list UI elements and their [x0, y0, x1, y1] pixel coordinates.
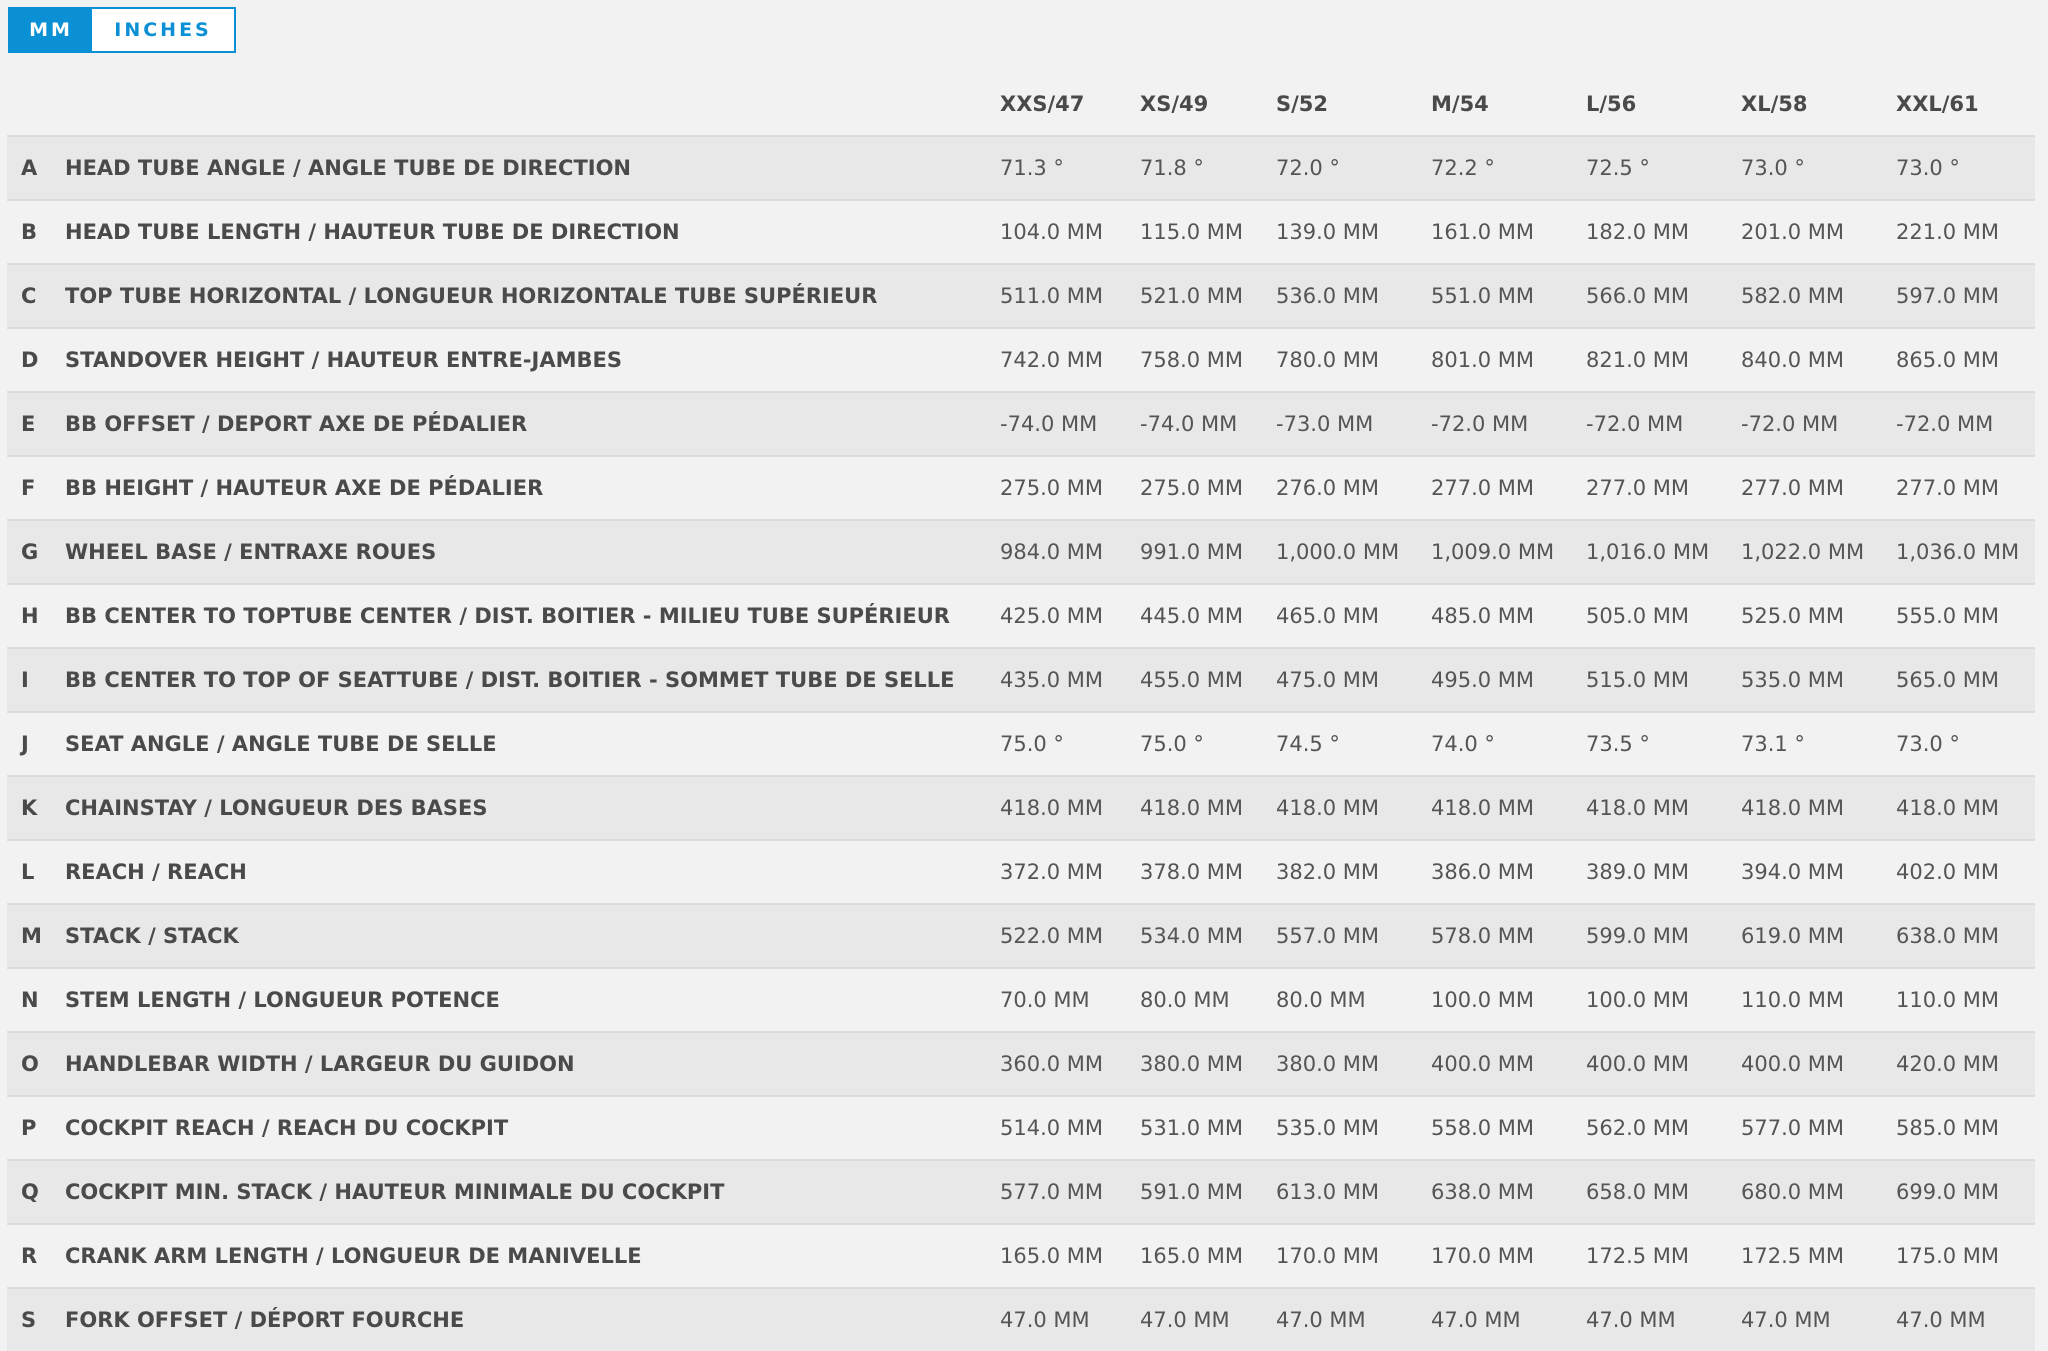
row-label: BB CENTER TO TOP OF SEATTUBE / DIST. BOITIER - SOMMET TUBE DE SELLE [65, 648, 1000, 712]
geometry-row [7, 1160, 2035, 1224]
row-value-cell: 638.0 MM [1431, 1160, 1586, 1224]
row-value-cell: 201.0 MM [1741, 200, 1896, 264]
row-value-cell: 72.5 ° [1586, 136, 1741, 200]
row-value-cell: 394.0 MM [1741, 840, 1896, 904]
row-value-cell: 1,000.0 MM [1276, 520, 1431, 584]
row-value-cell: 47.0 MM [1276, 1288, 1431, 1351]
row-label: TOP TUBE HORIZONTAL / LONGUEUR HORIZONTALE TUBE SUPÉRIEUR [65, 264, 1000, 328]
row-value-cell: 360.0 MM [1000, 1032, 1140, 1096]
row-value-cell: 511.0 MM [1000, 264, 1140, 328]
row-value-cell: 47.0 MM [1140, 1288, 1276, 1351]
row-value-cell: 382.0 MM [1276, 840, 1431, 904]
row-value-cell: 418.0 MM [1741, 776, 1896, 840]
geometry-row [7, 968, 2035, 1032]
header-letter-spacer [7, 73, 65, 136]
header-label-spacer [65, 73, 1000, 136]
row-value-cell: 455.0 MM [1140, 648, 1276, 712]
row-value-cell: 425.0 MM [1000, 584, 1140, 648]
row-value-cell: 585.0 MM [1896, 1096, 2035, 1160]
row-value-cell: 613.0 MM [1276, 1160, 1431, 1224]
row-value-cell: 522.0 MM [1000, 904, 1140, 968]
row-value-cell: 865.0 MM [1896, 328, 2035, 392]
row-value-cell: 418.0 MM [1276, 776, 1431, 840]
geometry-row [7, 264, 2035, 328]
row-label: REACH / REACH [65, 840, 1000, 904]
row-value-cell: 47.0 MM [1896, 1288, 2035, 1351]
row-label: HEAD TUBE ANGLE / ANGLE TUBE DE DIRECTION [65, 136, 1000, 200]
row-value-cell: 175.0 MM [1896, 1224, 2035, 1288]
row-value-cell: 801.0 MM [1431, 328, 1586, 392]
row-letter: C [7, 264, 65, 328]
row-value-cell: 495.0 MM [1431, 648, 1586, 712]
row-label: FORK OFFSET / DÉPORT FOURCHE [65, 1288, 1000, 1351]
row-value-cell: 1,022.0 MM [1741, 520, 1896, 584]
row-value-cell: 75.0 ° [1140, 712, 1276, 776]
row-value-cell: -73.0 MM [1276, 392, 1431, 456]
row-letter: D [7, 328, 65, 392]
row-value-cell: 525.0 MM [1741, 584, 1896, 648]
row-letter: O [7, 1032, 65, 1096]
row-value-cell: 110.0 MM [1896, 968, 2035, 1032]
row-value-cell: 1,009.0 MM [1431, 520, 1586, 584]
row-value-cell: 758.0 MM [1140, 328, 1276, 392]
row-value-cell: 172.5 MM [1741, 1224, 1896, 1288]
row-label: BB OFFSET / DEPORT AXE DE PÉDALIER [65, 392, 1000, 456]
row-value-cell: 521.0 MM [1140, 264, 1276, 328]
row-value-cell: -74.0 MM [1000, 392, 1140, 456]
row-value-cell: 72.0 ° [1276, 136, 1431, 200]
row-value-cell: 172.5 MM [1586, 1224, 1741, 1288]
geometry-row [7, 456, 2035, 520]
row-value-cell: 100.0 MM [1586, 968, 1741, 1032]
row-value-cell: 139.0 MM [1276, 200, 1431, 264]
row-value-cell: 638.0 MM [1896, 904, 2035, 968]
row-value-cell: 73.0 ° [1896, 136, 2035, 200]
row-value-cell: 578.0 MM [1431, 904, 1586, 968]
row-letter: Q [7, 1160, 65, 1224]
row-letter: E [7, 392, 65, 456]
row-value-cell: -72.0 MM [1586, 392, 1741, 456]
geometry-row [7, 200, 2035, 264]
unit-toggle [8, 7, 236, 53]
row-value-cell: 1,016.0 MM [1586, 520, 1741, 584]
row-value-cell: 221.0 MM [1896, 200, 2035, 264]
row-value-cell: 400.0 MM [1586, 1032, 1741, 1096]
row-value-cell: 73.0 ° [1741, 136, 1896, 200]
row-label: WHEEL BASE / ENTRAXE ROUES [65, 520, 1000, 584]
row-value-cell: 505.0 MM [1586, 584, 1741, 648]
row-value-cell: 680.0 MM [1741, 1160, 1896, 1224]
geometry-row [7, 520, 2035, 584]
row-value-cell: 445.0 MM [1140, 584, 1276, 648]
row-value-cell: 742.0 MM [1000, 328, 1140, 392]
row-value-cell: 418.0 MM [1140, 776, 1276, 840]
row-label: CHAINSTAY / LONGUEUR DES BASES [65, 776, 1000, 840]
row-value-cell: 535.0 MM [1276, 1096, 1431, 1160]
row-value-cell: 658.0 MM [1586, 1160, 1741, 1224]
row-letter: I [7, 648, 65, 712]
inches-unit-button[interactable]: INCHES [92, 9, 234, 51]
row-value-cell: 780.0 MM [1276, 328, 1431, 392]
row-value-cell: 47.0 MM [1741, 1288, 1896, 1351]
row-value-cell: 557.0 MM [1276, 904, 1431, 968]
geometry-row [7, 1096, 2035, 1160]
row-value-cell: 1,036.0 MM [1896, 520, 2035, 584]
row-letter: M [7, 904, 65, 968]
row-value-cell: 515.0 MM [1586, 648, 1741, 712]
geometry-table-body [7, 136, 2035, 1351]
row-value-cell: 378.0 MM [1140, 840, 1276, 904]
row-value-cell: 380.0 MM [1140, 1032, 1276, 1096]
row-value-cell: 418.0 MM [1000, 776, 1140, 840]
row-value-cell: 531.0 MM [1140, 1096, 1276, 1160]
row-value-cell: 465.0 MM [1276, 584, 1431, 648]
size-header-row [7, 73, 2035, 136]
row-value-cell: 566.0 MM [1586, 264, 1741, 328]
row-value-cell: 277.0 MM [1896, 456, 2035, 520]
size-column-header: S/52 [1276, 92, 1329, 116]
geometry-row [7, 1224, 2035, 1288]
row-value-cell: 475.0 MM [1276, 648, 1431, 712]
row-value-cell: 71.8 ° [1140, 136, 1276, 200]
row-value-cell: 582.0 MM [1741, 264, 1896, 328]
geometry-row [7, 584, 2035, 648]
row-value-cell: 418.0 MM [1896, 776, 2035, 840]
geometry-row [7, 392, 2035, 456]
row-label: HEAD TUBE LENGTH / HAUTEUR TUBE DE DIRECTION [65, 200, 1000, 264]
row-value-cell: 984.0 MM [1000, 520, 1140, 584]
row-value-cell: 536.0 MM [1276, 264, 1431, 328]
row-value-cell: 699.0 MM [1896, 1160, 2035, 1224]
row-value-cell: 47.0 MM [1431, 1288, 1586, 1351]
row-letter: R [7, 1224, 65, 1288]
row-label: BB CENTER TO TOPTUBE CENTER / DIST. BOITIER - MILIEU TUBE SUPÉRIEUR [65, 584, 1000, 648]
row-value-cell: 420.0 MM [1896, 1032, 2035, 1096]
row-value-cell: 275.0 MM [1000, 456, 1140, 520]
row-value-cell: 110.0 MM [1741, 968, 1896, 1032]
row-label: HANDLEBAR WIDTH / LARGEUR DU GUIDON [65, 1032, 1000, 1096]
row-letter: K [7, 776, 65, 840]
row-letter: J [7, 712, 65, 776]
row-value-cell: 591.0 MM [1140, 1160, 1276, 1224]
row-value-cell: 418.0 MM [1431, 776, 1586, 840]
row-value-cell: 565.0 MM [1896, 648, 2035, 712]
row-value-cell: 386.0 MM [1431, 840, 1586, 904]
size-column-header: XXS/47 [1000, 92, 1085, 116]
row-value-cell: -72.0 MM [1741, 392, 1896, 456]
row-value-cell: 535.0 MM [1741, 648, 1896, 712]
row-value-cell: 277.0 MM [1586, 456, 1741, 520]
row-value-cell: 74.0 ° [1431, 712, 1586, 776]
row-value-cell: 73.0 ° [1896, 712, 2035, 776]
row-letter: H [7, 584, 65, 648]
row-value-cell: 991.0 MM [1140, 520, 1276, 584]
row-letter: B [7, 200, 65, 264]
geometry-row [7, 904, 2035, 968]
row-value-cell: 534.0 MM [1140, 904, 1276, 968]
row-value-cell: 71.3 ° [1000, 136, 1140, 200]
row-label: STANDOVER HEIGHT / HAUTEUR ENTRE-JAMBES [65, 328, 1000, 392]
row-value-cell: 73.1 ° [1741, 712, 1896, 776]
row-value-cell: 821.0 MM [1586, 328, 1741, 392]
row-value-cell: 380.0 MM [1276, 1032, 1431, 1096]
row-value-cell: 555.0 MM [1896, 584, 2035, 648]
row-letter: A [7, 136, 65, 200]
row-value-cell: 577.0 MM [1741, 1096, 1896, 1160]
row-value-cell: 276.0 MM [1276, 456, 1431, 520]
row-value-cell: 165.0 MM [1140, 1224, 1276, 1288]
row-label: CRANK ARM LENGTH / LONGUEUR DE MANIVELLE [65, 1224, 1000, 1288]
size-column-header: XS/49 [1140, 92, 1209, 116]
row-value-cell: 80.0 MM [1276, 968, 1431, 1032]
size-column-header: XXL/61 [1896, 92, 1979, 116]
row-value-cell: 47.0 MM [1000, 1288, 1140, 1351]
row-label: COCKPIT REACH / REACH DU COCKPIT [65, 1096, 1000, 1160]
row-value-cell: 74.5 ° [1276, 712, 1431, 776]
geometry-table [7, 73, 2035, 1351]
geometry-row [7, 1032, 2035, 1096]
row-value-cell: 165.0 MM [1000, 1224, 1140, 1288]
row-letter: L [7, 840, 65, 904]
row-value-cell: -74.0 MM [1140, 392, 1276, 456]
row-value-cell: 400.0 MM [1741, 1032, 1896, 1096]
row-label: BB HEIGHT / HAUTEUR AXE DE PÉDALIER [65, 456, 1000, 520]
row-value-cell: 400.0 MM [1431, 1032, 1586, 1096]
row-value-cell: 402.0 MM [1896, 840, 2035, 904]
row-value-cell: 389.0 MM [1586, 840, 1741, 904]
row-value-cell: 551.0 MM [1431, 264, 1586, 328]
mm-unit-button[interactable]: MM [10, 9, 92, 51]
row-value-cell: 115.0 MM [1140, 200, 1276, 264]
row-value-cell: 372.0 MM [1000, 840, 1140, 904]
row-label: SEAT ANGLE / ANGLE TUBE DE SELLE [65, 712, 1000, 776]
row-value-cell: -72.0 MM [1431, 392, 1586, 456]
geometry-row [7, 776, 2035, 840]
row-value-cell: 182.0 MM [1586, 200, 1741, 264]
row-value-cell: 100.0 MM [1431, 968, 1586, 1032]
row-value-cell: 418.0 MM [1586, 776, 1741, 840]
row-value-cell: 558.0 MM [1431, 1096, 1586, 1160]
geometry-row [7, 328, 2035, 392]
row-letter: P [7, 1096, 65, 1160]
size-column-header: XL/58 [1741, 92, 1808, 116]
row-value-cell: 599.0 MM [1586, 904, 1741, 968]
geometry-row [7, 712, 2035, 776]
row-value-cell: 80.0 MM [1140, 968, 1276, 1032]
row-value-cell: 435.0 MM [1000, 648, 1140, 712]
row-value-cell: 619.0 MM [1741, 904, 1896, 968]
row-label: STEM LENGTH / LONGUEUR POTENCE [65, 968, 1000, 1032]
row-value-cell: 275.0 MM [1140, 456, 1276, 520]
row-value-cell: 170.0 MM [1276, 1224, 1431, 1288]
geometry-row [7, 648, 2035, 712]
row-value-cell: 514.0 MM [1000, 1096, 1140, 1160]
row-letter: S [7, 1288, 65, 1351]
row-value-cell: 485.0 MM [1431, 584, 1586, 648]
geometry-row [7, 840, 2035, 904]
row-value-cell: 47.0 MM [1586, 1288, 1741, 1351]
row-letter: N [7, 968, 65, 1032]
geometry-row [7, 1288, 2035, 1351]
row-label: STACK / STACK [65, 904, 1000, 968]
row-value-cell: 75.0 ° [1000, 712, 1140, 776]
row-value-cell: 72.2 ° [1431, 136, 1586, 200]
row-value-cell: -72.0 MM [1896, 392, 2035, 456]
row-value-cell: 73.5 ° [1586, 712, 1741, 776]
row-letter: G [7, 520, 65, 584]
size-column-header: L/56 [1586, 92, 1637, 116]
row-value-cell: 170.0 MM [1431, 1224, 1586, 1288]
row-value-cell: 597.0 MM [1896, 264, 2035, 328]
row-value-cell: 70.0 MM [1000, 968, 1140, 1032]
row-value-cell: 840.0 MM [1741, 328, 1896, 392]
size-column-header: M/54 [1431, 92, 1489, 116]
row-value-cell: 161.0 MM [1431, 200, 1586, 264]
row-value-cell: 562.0 MM [1586, 1096, 1741, 1160]
row-value-cell: 277.0 MM [1431, 456, 1586, 520]
row-letter: F [7, 456, 65, 520]
row-value-cell: 104.0 MM [1000, 200, 1140, 264]
row-value-cell: 577.0 MM [1000, 1160, 1140, 1224]
row-value-cell: 277.0 MM [1741, 456, 1896, 520]
geometry-row [7, 136, 2035, 200]
row-label: COCKPIT MIN. STACK / HAUTEUR MINIMALE DU COCKPIT [65, 1160, 1000, 1224]
